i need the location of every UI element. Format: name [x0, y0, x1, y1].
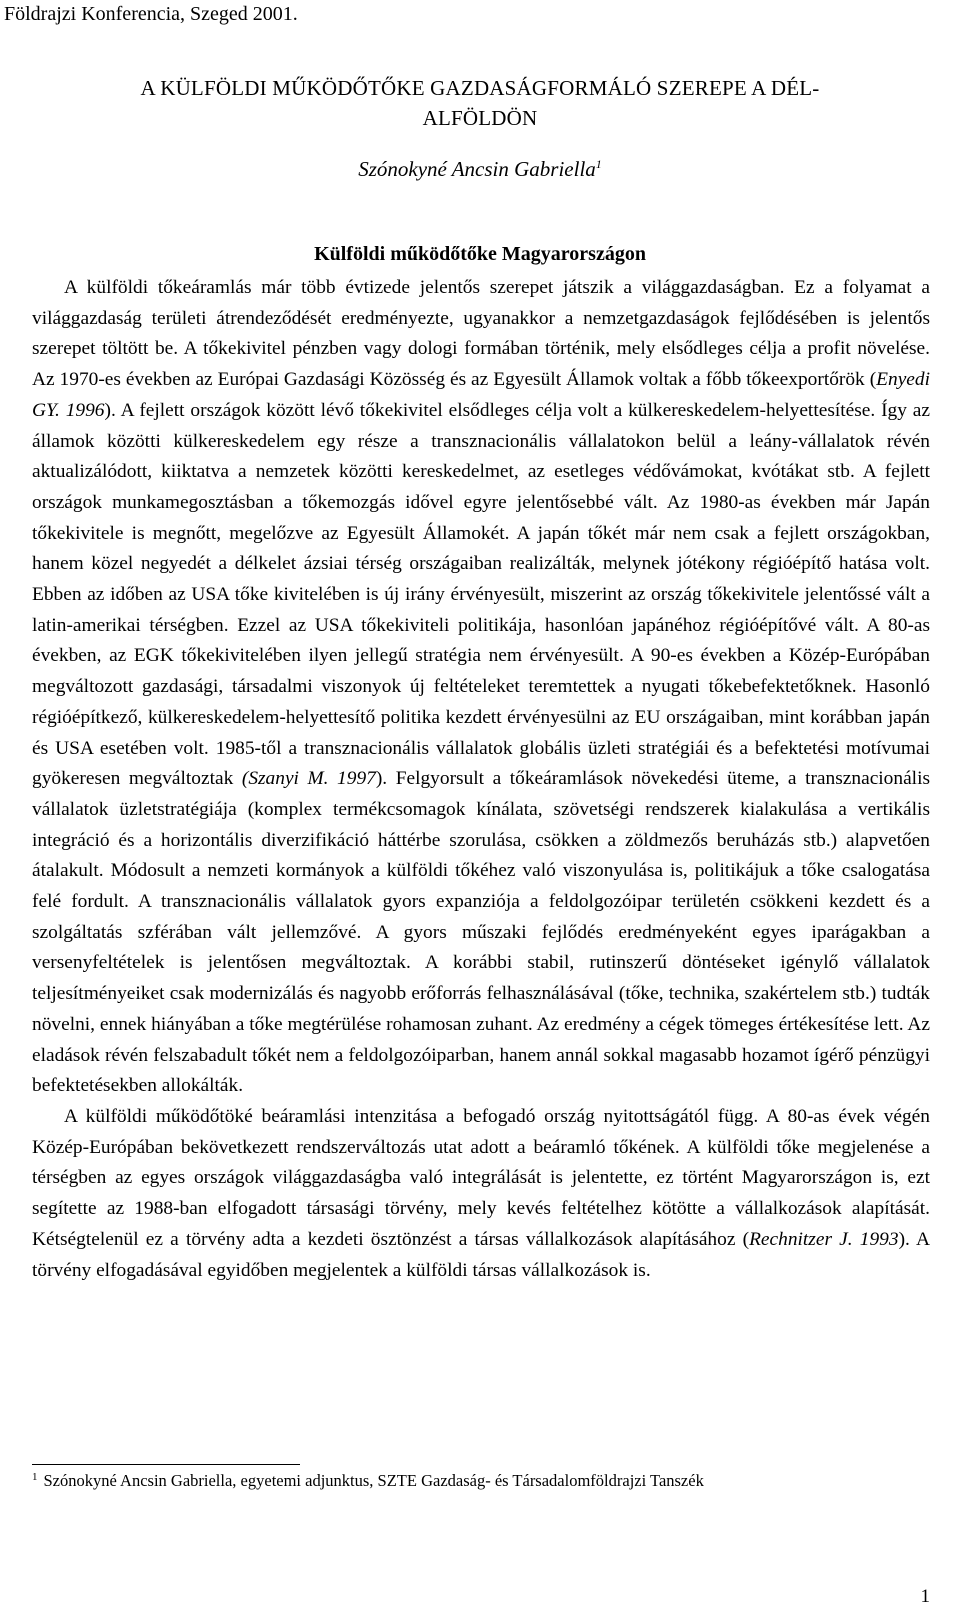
author-footnote-mark: 1	[595, 157, 602, 171]
footnote	[32, 1470, 930, 1492]
title-line-2: ALFÖLDÖN	[422, 106, 538, 130]
citation-enyedi: Enyedi GY. 1996	[32, 369, 930, 421]
conference-header: Földrajzi Konferencia, Szeged 2001.	[4, 3, 298, 25]
body-text	[32, 273, 930, 1286]
citation-rechnitzer: Rechnitzer J. 1993	[749, 1228, 899, 1250]
title-line-1: A KÜLFÖLDI MŰKÖDŐTŐKE GAZDASÁGFORMÁLÓ SZEREPE A DÉL-	[140, 76, 820, 100]
paragraph-1	[32, 273, 930, 1102]
paragraph-2-text-a: A külföldi működőtöké beáramlási intenzitása a befogadó ország nyitottságától függ. A 80-as évek végén Közép-Európában bekövetkezett rendszerváltozás utat adott a beáramló tőkének. A külföldi tőke megjelenése a térségben az egyes országok világgazdaságba való integrálását is jelentette, ez történt Magyarországon is, ezt segítette az 1988-ban elfogadott társasági törvény, mely kevés feltételhez kötötte a vállalkozások alapítását. Kétségtelenül ez a törvény adta a kezdeti ösztönzést a társas vállalkozások alapításához (	[32, 1105, 930, 1250]
author-name: Szónokyné Ancsin Gabriella	[358, 157, 596, 181]
section-heading: Külföldi működőtőke Magyarországon	[314, 243, 646, 265]
footnote-divider	[32, 1464, 300, 1465]
footnote-mark: 1	[32, 1470, 38, 1483]
paragraph-1-text-a: A külföldi tőkeáramlás már több évtizede jelentős szerepet játszik a világgazdaságban. Ez a folyamat a világgazdaság területi átrendeződését eredményezte, ugyanakkor a nemzetgazdaságok fejlődésében is jelentős szerepet töltött be. A tőkekivitel pénzben vagy dologi formában történik, mely elsődleges célja a profit növelése. Az 1970-es években az Európai Gazdasági Közösség és az Egyesült Államok voltak a főbb tőkeexportőrök (	[32, 277, 930, 391]
author-line	[40, 155, 920, 183]
footnote-text: Szónokyné Ancsin Gabriella, egyetemi adjunktus, SZTE Gazdaság- és Társadalomföldrajzi Tanszék	[43, 1471, 704, 1490]
paragraph-1-text-b: ). A fejlett országok között lévő tőkekivitel elsődleges célja volt a külkereskedelem-helyettesítése. Így az államok közötti külkereskedelem egy része a transznacionális vállalatokon belül a leány-vállalatok révén aktualizálódott, kiiktatva a nemzetek közötti kereskedelmet, az esetleges védővámokat, kvótákat stb. A fejlett országok munkamegosztásban a tőkemozgás idővel egyre jelentősebbé vált. Az 1980-as években már Japán tőkekivitele is megnőtt, megelőzve az Egyesült Államokét. A japán tőkét már nem csak a fejlett országokban, hanem közel negyedét a délkelet ázsiai térség országaiban realizálták, melynek jótékony régióépítő hatása volt. Ebben az időben az USA tőke kivitelében is új irány érvényesült, miszerint az ország tőkekivitele jelentőssé vált a latin-amerikai térségben. Ezzel az USA tőkekiviteli politikája, hasonlóan japánéhoz régióépítővé vált. A 80-as években, az EGK tőkekivitelében ilyen jellegű stratégia nem érvényesült. A 90-es években a Közép-Európában megváltozott gazdasági, társadalmi viszonyok új feltételeket teremtettek a nyugati tőkebefektetőknek. Hasonló régióépítkező, külkereskedelem-helyettesítő politika kezdett érvényesülni az EU országaiban, mint korábban japán és USA esetében volt. 1985-től a transznacionális vállalatok globális üzleti stratégiái és a befektetési motívumai gyökeresen megváltoztak	[32, 399, 930, 790]
paragraph-1-text-c: ). Felgyorsult a tőkeáramlások növekedési üteme, a transznacionális vállalatok üzletstratégiája (komplex termékcsomagok kínálata, szövetségi rendszerek kialakulása a vertikális integráció és a horizontális diverzifikáció háttérbe szorulása, csökken a zöldmezős beruházás stb.) alapvetően átalakult. Módosult a nemzeti kormányok a külföldi tőkéhez való viszonyulása is, politikájuk a tőke csalogatása felé fordult. A transznacionális vállalatok gyors expanziója a feldolgozóipar területén csökkeni kezdett és a szolgáltatás szférában vált jellemzővé. A gyors műszaki fejlődés eredményeként egyes iparágakban a versenyfeltételek is jelentősen megváltoztak. A korábbi stabil, rutinszerű döntéseket igénylő vállalatok teljesítményeiket csak modernizálás és nagyobb erőforrás felhasználásával (tőke, technika, szakértelem stb.) tudták növelni, ennek hiányában a tőke megtérülése rohamosan zuhant. Az eredmény a cégek tömeges értékesítése lett. Az eladások révén felszabadult tőkét nem a feldolgozóiparban, hanem annál sokkal magasabb hozamot ígérő pénzügyi befektetésekben allokálták.	[32, 768, 930, 1097]
article-title	[40, 73, 920, 133]
page-number: 1	[920, 1586, 930, 1607]
paragraph-2	[32, 1102, 930, 1286]
paragraph-2-text-b: ). A törvény elfogadásával egyidőben megjelentek a külföldi társas vállalkozások is.	[32, 1228, 930, 1281]
citation-szanyi: (Szanyi M. 1997	[241, 768, 376, 790]
